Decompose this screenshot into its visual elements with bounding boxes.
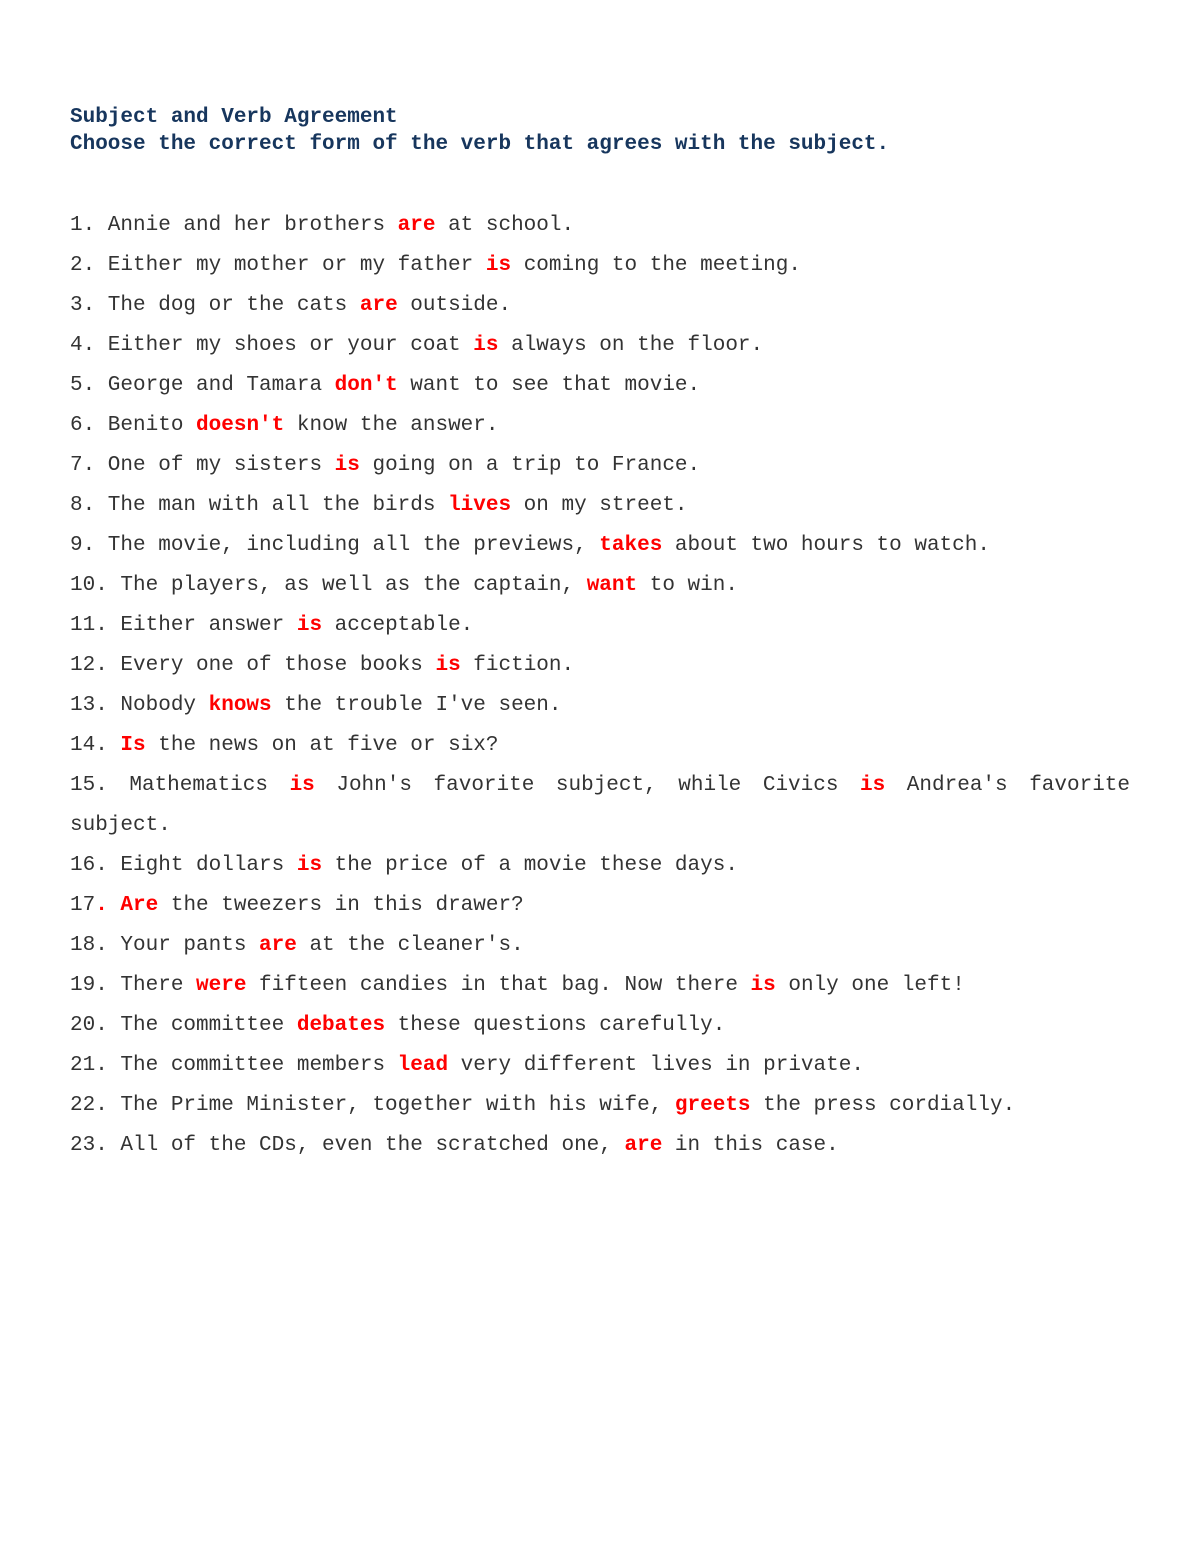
sentence-text: these questions carefully. (385, 1014, 726, 1037)
document-header (70, 104, 1130, 158)
exercise-item (70, 1086, 1130, 1126)
sentence-text: at school. (435, 214, 575, 237)
answer-verb: greets (674, 1094, 751, 1117)
answer-verb: were (196, 974, 247, 997)
answer-verb: . Are (95, 894, 159, 917)
exercise-item (70, 1046, 1130, 1086)
sentence-text: the tweezers in this drawer? (158, 894, 524, 917)
exercise-item (70, 526, 1130, 566)
document-title: Subject and Verb Agreement (70, 106, 398, 129)
exercise-item (70, 646, 1130, 686)
sentence-text: 23. All of the CDs, even the scratched one, (70, 1134, 625, 1157)
sentence-text: at the cleaner's. (296, 934, 524, 957)
answer-verb: lives (448, 494, 512, 517)
exercise-item (70, 406, 1130, 446)
sentence-text: very different lives in private. (448, 1054, 864, 1077)
sentence-text: 1. Annie and her brothers (70, 214, 398, 237)
answer-verb: is (334, 454, 360, 477)
sentence-text: John's favorite subject, while Civics (314, 774, 861, 797)
sentence-text: 8. The man with all the birds (70, 494, 449, 517)
sentence-text: 12. Every one of those books (70, 654, 436, 677)
sentence-text: 5. George and Tamara (70, 374, 335, 397)
exercise-item (70, 726, 1130, 766)
answer-verb: lead (397, 1054, 449, 1077)
exercise-item (70, 366, 1130, 406)
sentence-text: 7. One of my sisters (70, 454, 335, 477)
sentence-text: the price of a movie these days. (322, 854, 738, 877)
sentence-text: Andrea's favorite subject. (70, 774, 1131, 837)
exercise-item (70, 606, 1130, 646)
answer-verb: is (296, 614, 323, 637)
exercise-item (70, 446, 1130, 486)
answer-verb: are (359, 294, 398, 317)
sentence-text: 13. Nobody (70, 694, 209, 717)
sentence-text: know the answer. (284, 414, 499, 437)
answer-verb: is (750, 974, 776, 997)
sentence-text: the news on at five or six? (145, 734, 499, 757)
exercise-item (70, 846, 1130, 886)
answer-verb: is (435, 654, 461, 677)
answer-verb: are (397, 214, 436, 237)
answer-verb: takes (599, 534, 663, 557)
answer-verb: want (586, 574, 638, 597)
sentence-text: in this case. (662, 1134, 839, 1157)
sentence-text: on my street. (511, 494, 688, 517)
sentence-text: only one left! (775, 974, 965, 997)
sentence-text: 11. Either answer (70, 614, 297, 637)
sentence-text: 17 (70, 894, 96, 917)
sentence-text: to win. (637, 574, 738, 597)
exercise-item (70, 926, 1130, 966)
sentence-text: want to see that movie. (397, 374, 701, 397)
sentence-text: acceptable. (322, 614, 474, 637)
sentence-text: the press cordially. (750, 1094, 1016, 1117)
sentence-text: 18. Your pants (70, 934, 260, 957)
sentence-text: 15. Mathematics (70, 774, 290, 797)
answer-verb: is (860, 774, 886, 797)
sentence-text: about two hours to watch. (662, 534, 990, 557)
sentence-text: 3. The dog or the cats (70, 294, 360, 317)
sentence-text: 22. The Prime Minister, together with his wife, (70, 1094, 675, 1117)
answer-verb: are (259, 934, 297, 957)
answer-verb: are (624, 1134, 663, 1157)
sentence-text: 9. The movie, including all the previews, (70, 534, 600, 557)
exercise-list (70, 206, 1130, 1166)
answer-verb: doesn't (196, 414, 285, 437)
answer-verb: is (289, 774, 315, 797)
sentence-text: fiction. (460, 654, 575, 677)
sentence-text: 19. There (70, 974, 197, 997)
sentence-text: 6. Benito (70, 414, 197, 437)
exercise-item (70, 766, 1130, 846)
sentence-text: coming to the meeting. (511, 254, 801, 277)
answer-verb: is (485, 254, 512, 277)
exercise-item (70, 566, 1130, 606)
sentence-text: going on a trip to France. (359, 454, 701, 477)
sentence-text: always on the floor. (498, 334, 764, 357)
sentence-text: 14. (70, 734, 121, 757)
exercise-item (70, 686, 1130, 726)
exercise-item (70, 286, 1130, 326)
answer-verb: debates (296, 1014, 386, 1037)
sentence-text: outside. (397, 294, 512, 317)
sentence-text: 4. Either my shoes or your coat (70, 334, 474, 357)
sentence-text: fifteen candies in that bag. Now there (246, 974, 751, 997)
exercise-item (70, 1006, 1130, 1046)
exercise-item (70, 886, 1130, 926)
exercise-item (70, 966, 1130, 1006)
answer-verb: knows (208, 694, 272, 717)
answer-verb: Is (120, 734, 146, 757)
answer-verb: don't (334, 374, 398, 397)
sentence-text: 10. The players, as well as the captain, (70, 574, 587, 597)
answer-verb: is (296, 854, 323, 877)
sentence-text: 21. The committee members (70, 1054, 398, 1077)
exercise-item (70, 246, 1130, 286)
exercise-item (70, 326, 1130, 366)
sentence-text: the trouble I've seen. (271, 694, 562, 717)
exercise-item (70, 206, 1130, 246)
sentence-text: 20. The committee (70, 1014, 297, 1037)
document-instructions: Choose the correct form of the verb that agrees with the subject. (70, 133, 890, 156)
sentence-text: 2. Either my mother or my father (70, 254, 486, 277)
exercise-item (70, 486, 1130, 526)
sentence-text: 16. Eight dollars (70, 854, 297, 877)
exercise-item (70, 1126, 1130, 1166)
answer-verb: is (473, 334, 499, 357)
